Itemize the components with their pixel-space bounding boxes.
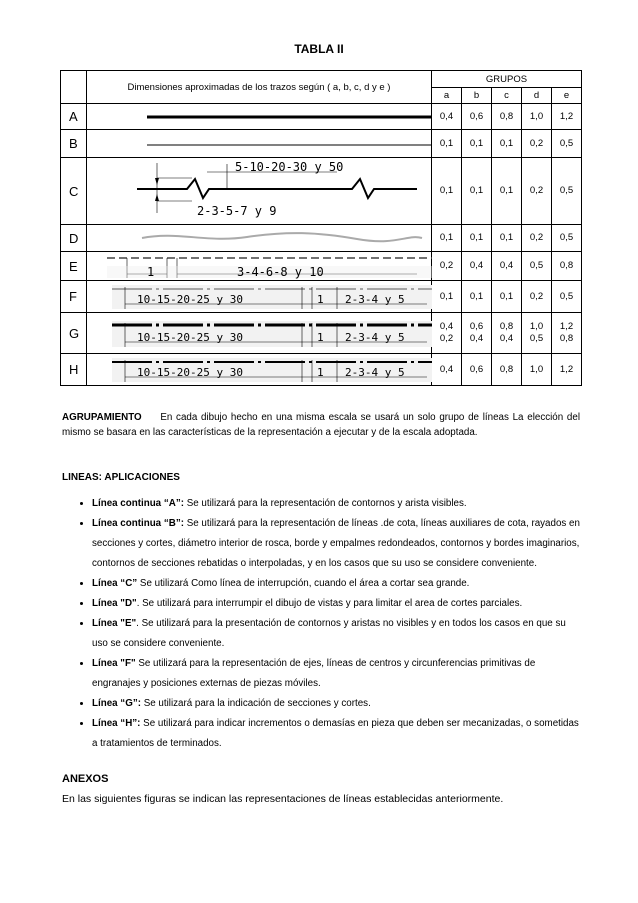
value-cell: 0,1 [462,130,492,158]
h-one-annotation: 1 [317,366,324,379]
item-name: Línea "E" [92,618,137,629]
value-cell: 0,2 [522,158,552,225]
h-seq2-annotation: 2-3-4 y 5 [345,366,405,379]
line-applications-list [62,494,580,754]
list-item [92,714,580,754]
item-name: Línea continua “A”: [92,498,184,509]
row-label: G [61,313,87,354]
item-text: Se utilizará Como línea de interrupción, cuando el área a cortar sea grande. [137,578,470,589]
table-row [61,252,582,281]
item-text: . Se utilizará para la presentación de contornos y aristas no visibles y en todos los casos en que su uso se considere conveniente. [92,618,566,649]
value-cell: 0,4 [432,354,462,386]
value-cell: 1,0 0,5 [522,313,552,354]
line-g-sample [87,313,432,354]
value-cell: 0,6 [462,354,492,386]
line-a-sample [87,104,432,130]
h-seq-annotation: 10-15-20-25 y 30 [137,366,243,379]
value-cell: 0,1 [462,158,492,225]
groups-header: GRUPOS [432,71,582,88]
group-col-e: e [552,88,582,104]
table-row [61,313,582,354]
table-row [61,225,582,252]
value-cell: 0,2 [522,130,552,158]
value-cell: 0,8 [492,104,522,130]
value-cell: 0,1 [432,281,462,313]
table-row [61,158,582,225]
g-one-annotation: 1 [317,331,324,344]
row-label: E [61,252,87,281]
line-h-sample [87,354,432,386]
value-cell: 0,2 [522,281,552,313]
value-cell: 0,2 [522,225,552,252]
group-col-b: b [462,88,492,104]
list-item [92,594,580,614]
row-label: C [61,158,87,225]
agrupamiento-label: AGRUPAMIENTO [62,412,142,423]
anexos-heading: ANEXOS [62,773,109,785]
value-cell: 0,4 0,2 [432,313,462,354]
table-row [61,354,582,386]
row-label: A [61,104,87,130]
value-cell: 0,5 [552,158,582,225]
row-label: H [61,354,87,386]
value-cell: 1,0 [522,104,552,130]
value-cell: 0,1 [492,225,522,252]
value-cell: 0,5 [552,281,582,313]
value-cell: 0,5 [552,130,582,158]
table-row [61,130,582,158]
row-label: B [61,130,87,158]
value-cell: 0,1 [432,225,462,252]
value-cell: 0,4 [462,252,492,281]
table-row [61,104,582,130]
value-cell: 0,4 [492,252,522,281]
agrupamiento-text: En cada dibujo hecho en una misma escala se usará un solo grupo de líneas La elección del mismo se basara en las características de la representación a ejecutar y de la escala adoptada. [62,412,580,438]
g-seq2-annotation: 2-3-4 y 5 [345,331,405,344]
row-label: D [61,225,87,252]
value-cell: 0,1 [492,130,522,158]
g-seq-annotation: 10-15-20-25 y 30 [137,331,243,344]
list-item [92,494,580,514]
group-col-a: a [432,88,462,104]
list-item [92,574,580,594]
value-cell: 0,1 [432,158,462,225]
list-item [92,614,580,654]
value-cell: 0,8 0,4 [492,313,522,354]
value-cell: 0,1 [432,130,462,158]
lineas-heading: LINEAS: APLICACIONES [62,472,180,483]
item-name: Línea continua “B”: [92,518,184,529]
item-name: Línea "D" [92,598,137,609]
group-col-c: c [492,88,522,104]
page-title: TABLA II [294,42,344,56]
value-cell: 0,2 [432,252,462,281]
f-one-annotation: 1 [317,293,324,306]
value-cell: 0,1 [492,281,522,313]
line-c-sample [87,158,432,225]
list-item [92,514,580,574]
item-text: Se utilizará para la representación de líneas .de cota, líneas auxiliares de cota, rayados en secciones y cortes, diámetro interior de rosca, borde y empalmes redondeados, contornos y bordes imaginarios, contornos de secciones rebatidas o interpoladas, y en los casos que su uso se considere conveniente. [92,518,580,569]
value-cell: 0,8 [492,354,522,386]
line-f-sample [87,281,432,313]
agrupamiento-paragraph [62,410,580,440]
item-name: Línea “H”: [92,718,141,729]
item-name: Línea “G”: [92,698,141,709]
value-cell: 1,2 0,8 [552,313,582,354]
item-text: Se utilizará para la indicación de secciones y cortes. [141,698,371,709]
list-item [92,694,580,714]
f-seq2-annotation: 2-3-4 y 5 [345,293,405,306]
value-cell: 1,0 [522,354,552,386]
item-text: Se utilizará para la representación de ejes, líneas de centros y circunferencias primitivas de engranajes y posiciones externas de piezas móviles. [92,658,536,689]
item-text: Se utilizará para la representación de contornos y arista visibles. [184,498,467,509]
anexos-text: En las siguientes figuras se indican las representaciones de líneas establecidas anteriormente. [62,793,504,805]
item-name: Línea "F" [92,658,136,669]
e-one-annotation: 1 [147,265,155,279]
line-types-table [60,70,582,386]
item-text: . Se utilizará para interrumpir el dibujo de vistas y para limitar el area de cortes parciales. [136,598,523,609]
group-col-d: d [522,88,552,104]
f-seq-annotation: 10-15-20-25 y 30 [137,293,243,306]
line-b-sample [87,130,432,158]
value-cell: 0,6 [462,104,492,130]
item-name: Línea “C” [92,578,138,589]
value-cell: 0,5 [552,225,582,252]
table-row [61,281,582,313]
value-cell: 1,2 [552,354,582,386]
value-cell: 0,1 [462,225,492,252]
value-cell: 1,2 [552,104,582,130]
value-cell: 0,1 [492,158,522,225]
value-cell: 0,8 [552,252,582,281]
value-cell: 0,1 [462,281,492,313]
header-blank-cell [61,71,87,104]
list-item [92,654,580,694]
line-e-sample [87,252,432,281]
item-text: Se utilizará para indicar incrementos o demasías en pieza que deben ser mecanizadas, o sometidas a tratamientos de terminados. [92,718,579,749]
c-top-annotation: 5-10-20-30 y 50 [235,160,344,174]
dimensions-header: Dimensiones aproximadas de los trazos según ( a, b, c, d y e ) [87,71,432,104]
c-bottom-annotation: 2-3-5-7 y 9 [197,204,277,218]
line-d-sample [87,225,432,252]
row-label: F [61,281,87,313]
value-cell: 0,5 [522,252,552,281]
e-seq-annotation: 3-4-6-8 y 10 [237,265,324,279]
value-cell: 0,4 [432,104,462,130]
value-cell: 0,6 0,4 [462,313,492,354]
